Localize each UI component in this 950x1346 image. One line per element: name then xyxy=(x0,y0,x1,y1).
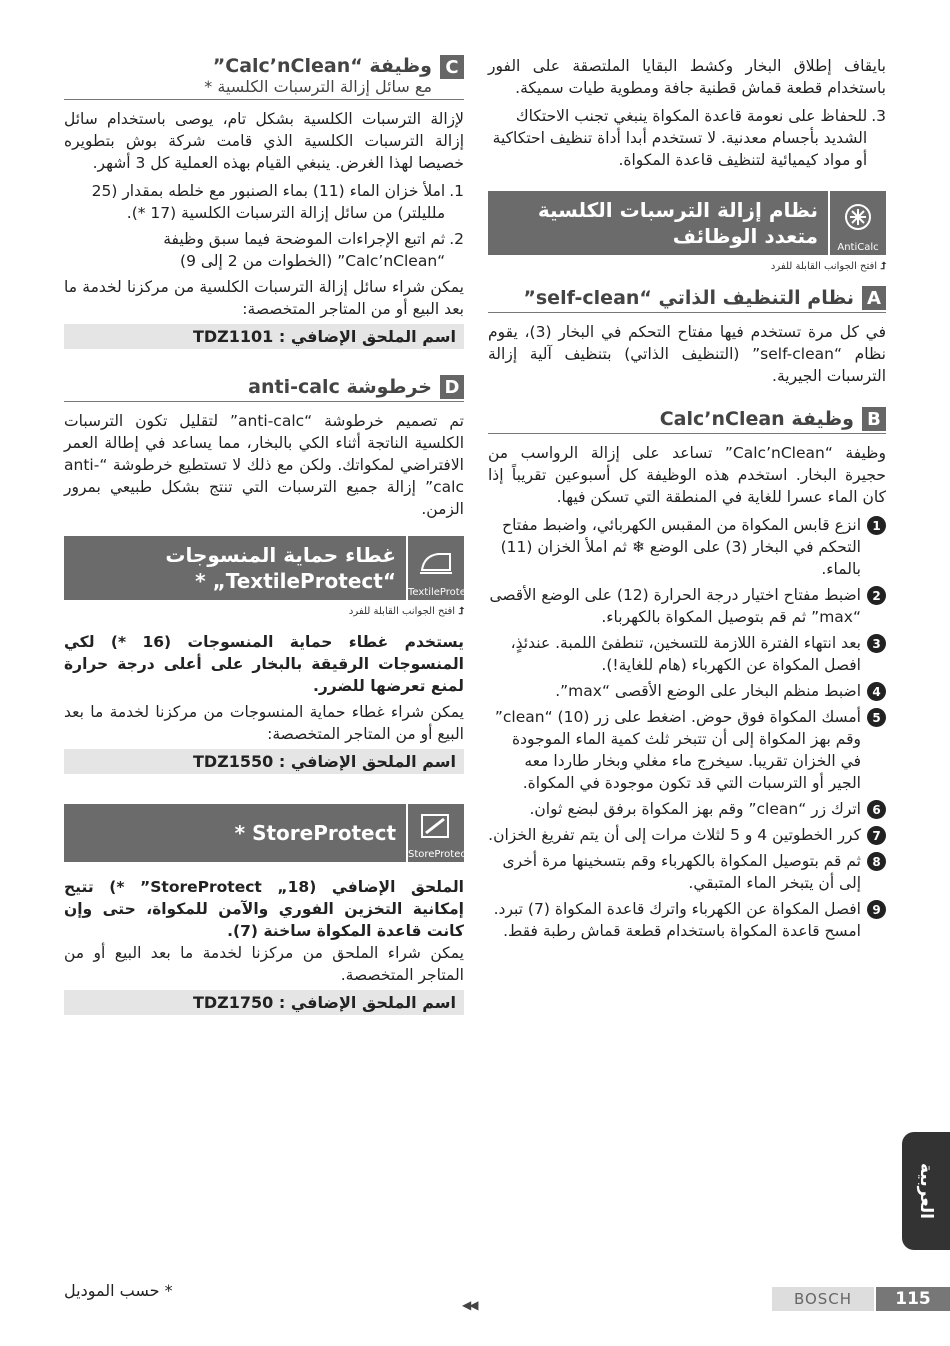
anticalc-banner xyxy=(488,191,886,255)
step-list-3 xyxy=(488,105,886,171)
list-item: 4 اضبط منظم البخار على الوضع الأقصى “max”. xyxy=(488,680,886,702)
section-c-buy-text: يمكن شراء سائل إزالة الترسبات الكلسية من مركزنا لخدمة ما بعد البيع أو من المتاجر المتخصصة: xyxy=(64,278,464,318)
list-item xyxy=(488,105,886,171)
storeprotect-icon xyxy=(406,804,470,862)
textileprotect-icon xyxy=(406,536,476,600)
list-item: 7 كرر الخطوتين 4 و 5 لثلاث مرات إلى أن يتم تفريغ الخزان. xyxy=(488,824,886,846)
accessory-name-tdz1101: اسم الملحق الإضافي : TDZ1101 xyxy=(64,324,464,349)
list-item: 5 أمسك المكواة فوق حوض. اضغط على زر (10) “clean” وقم بهز المكواة إلى أن تتبخر ثلث كمية الماء الموجودة في الخزان تقريبا. سيخرج ماء مغلي وبخار طاردا معه الجير أو الترسبات التي قد تكون موجودة في المكواة. xyxy=(488,706,886,794)
fold-note: ⮥افتح الجوانب القابلة للفرد xyxy=(770,261,886,272)
storeprotect-title: StoreProtect * xyxy=(234,821,396,845)
item-number: 3. xyxy=(871,107,886,125)
section-d-title: خرطوشة anti-calc xyxy=(248,376,432,398)
section-d-header xyxy=(64,375,464,402)
fold-note: ⮥افتح الجوانب القابلة للفرد xyxy=(348,606,464,617)
section-b-letter: B xyxy=(862,407,886,431)
textileprotect-icon-caption: TextileProtect xyxy=(408,587,476,598)
section-a-header xyxy=(488,286,886,313)
section-d-text: تم تصميم خرطوشة “anti-calc” لتقليل تكون الترسبات الكلسية الناتجة أثناء الكي بالبخار، مما يساعد في إطالة العمر الافتراضي لمكواتك. ولكن مع ذلك لا تستطيع خرطوشة “anti-calc” إزالة جميع الترسبات التي تنتج بشكل طبيعي بمرور الزمن. xyxy=(64,412,464,518)
textileprotect-buy-text: يمكن شراء غطاء حماية المنسوجات من مركزنا لخدمة ما بعد البيع أو من المتاجر المتخصصة: xyxy=(64,703,464,743)
list-item: 3 بعد انتهاء الفترة اللازمة للتسخين، تنطفئ اللمبة. عندئذٍ، افصل المكواة عن الكهرباء (هام للغاية!). xyxy=(488,632,886,676)
section-c-letter: C xyxy=(440,55,464,79)
textileprotect-title: غطاء حماية المنسوجات “TextileProtect„ * xyxy=(165,543,396,593)
brand-label: BOSCH xyxy=(772,1287,874,1311)
storeprotect-icon-caption: StoreProtect xyxy=(408,849,470,860)
storeprotect-buy-text: يمكن شراء الملحق من مركزنا لخدمة ما بعد البيع أو من المتاجر المتخصصة. xyxy=(64,944,464,984)
list-item: 8 ثم قم بتوصيل المكواة بالكهرباء وقم بتسخينها مرة أخرى إلى أن يتبخر الماء المتبقي. xyxy=(488,850,886,894)
section-a-text: في كل مرة تستخدم فيها مفتاح التحكم في البخار (3)، يقوم نظام “self-clean” (التنظيف الذاتي) بتنظيف آلية إزالة الترسبات الجيرية. xyxy=(488,323,886,385)
section-b-header xyxy=(488,407,886,434)
item-text: للحفاظ على نعومة قاعدة المكواة ينبغي تجنب الاحتكاك الشديد بأجسام معدنية. لا تستخدم أبدا أداة تنظيف احتكاكية أو مواد كيميائية لتنظيف قاعدة المكواة. xyxy=(492,107,868,169)
accessory-name-tdz1750: اسم الملحق الإضافي : TDZ1750 xyxy=(64,990,464,1015)
section-b-text: وظيفة “Calc’nClean” تساعد على إزالة الرواسب من حجيرة البخار. استخدم هذه الوظيفة كل أسبوعين تقريباً إذا كان الماء عسرا للغاية في المنطقة التي تسكن فيها. xyxy=(488,444,886,506)
storeprotect-banner xyxy=(64,804,470,862)
anticalc-title: نظام إزالة الترسبات الكلسية متعدد الوظائف xyxy=(537,198,818,248)
page-number: 115 xyxy=(876,1287,950,1311)
list-item: 1 انزع قابس المكواة من المقبس الكهربائي، واضبط مفتاح التحكم في البخار (3) على الوضع ❄ ثم املأ الخزان (11) بالماء. xyxy=(488,514,886,580)
right-column xyxy=(488,55,886,946)
language-tab: العربية xyxy=(902,1132,950,1250)
fold-arrow-icon: ⮥ xyxy=(880,261,886,272)
model-footnote: * حسب الموديل xyxy=(64,1281,173,1300)
section-d-letter: D xyxy=(440,375,464,399)
section-a-letter: A xyxy=(862,286,886,310)
section-b-title: وظيفة Calc’nClean xyxy=(659,408,854,430)
section-c-list xyxy=(64,180,464,272)
storeprotect-bold-text: الملحق الإضافي (18„ StoreProtect” *) تتيح إمكانية التخزين الفوري والآمن للمكواة، حتى وإن كانت قاعدة المكواة ساخنة (7). xyxy=(64,878,464,940)
list-item: 6 اترك زر “clean” وقم بهز المكواة برفق لبضع ثوان. xyxy=(488,798,886,820)
calcnclean-steps xyxy=(488,514,886,942)
intro-paragraph: بايقاف إطلاق البخار وكشط البقايا الملتصقة على الفور باستخدام قطعة قماش قطنية جافة ومطوية طيات سميكة. xyxy=(488,57,886,97)
nav-arrows-icon: ◀◀ xyxy=(462,1298,477,1312)
section-c-subtitle: مع سائل إزالة الترسبات الكلسية * xyxy=(204,77,432,96)
anticalc-icon-caption: AntiCalc xyxy=(837,242,879,253)
textileprotect-banner xyxy=(64,536,476,600)
anticalc-icon xyxy=(828,191,886,255)
section-c-text: لإزالة الترسبات الكلسية بشكل تام، يوصى باستخدام سائل إزالة الترسبات الكلسية الذي قامت شركة بوش بتطويره خصيصا لهذا الغرض. ينبغي القيام بهذه العملية كل 3 أشهر. xyxy=(64,110,464,172)
section-c-title: وظيفة “Calc’nClean” xyxy=(212,55,432,77)
textileprotect-bold-text: يستخدم غطاء حماية المنسوجات (16 *) لكي المنسوجات الرقيقة بالبخار على أعلى درجة حرارة لمنع تعرضها للضرر. xyxy=(64,633,464,695)
list-item: 1. املأ خزان الماء (11) بماء الصنبور مع خلطه بمقدار (25 ملليلتر) من سائل إزالة الترسبات الكلسية (17 *). xyxy=(91,182,464,222)
list-item: 2. ثم اتبع الإجراءات الموضحة فيما سبق وظيفة “Calc’nClean” (الخطوات من 2 إلى 9) xyxy=(163,230,464,270)
list-item: 2 اضبط مفتاح اختيار درجة الحرارة (12) على الوضع الأقصى “max” ثم قم بتوصيل المكواة بالكهرباء. xyxy=(488,584,886,628)
accessory-name-tdz1550: اسم الملحق الإضافي : TDZ1550 xyxy=(64,749,464,774)
section-a-title: نظام التنظيف الذاتي “self-clean” xyxy=(523,287,854,309)
section-c-header xyxy=(64,55,464,100)
fold-arrow-icon: ⮥ xyxy=(458,606,464,617)
list-item: 9 افصل المكواة عن الكهرباء واترك قاعدة المكواة (7) تبرد. امسح قاعدة المكواة باستخدام قطعة قماش رطبة فقط. xyxy=(488,898,886,942)
left-column xyxy=(64,55,476,1029)
